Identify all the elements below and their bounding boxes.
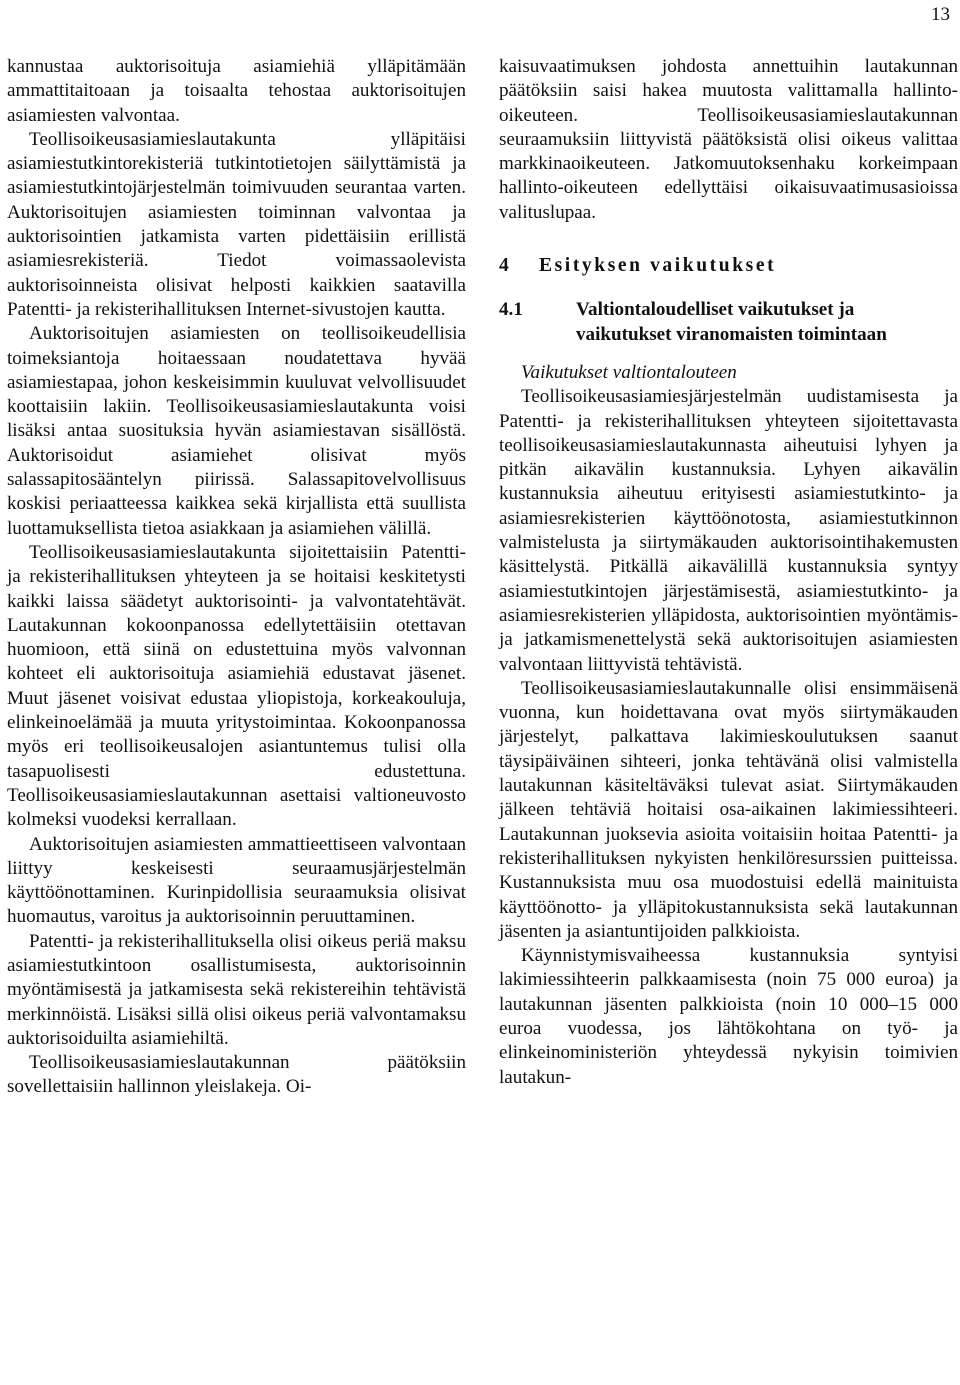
paragraph: Teollisoikeusasiamiesjärjestelmän uudistamisesta ja Patentti- ja rekisterihallituksen yhteyteen sijoitettavasta teollisoikeusasiamieslautakunnasta aiheutuisi lyhyen ja pitkän aikavälin kustannuksia. Lyhyen aikavälin kustannuksia aiheutuu erityisesti asiamiestutkinto- ja asiamiesrekisterien käyttöönotosta, asiamiestutkinnon valmistelusta ja siirtymäkauden auktorisointihakemusten käsittelystä. Pitkällä aikavälillä kustannuksia syntyy asiamiestutkintojen järjestämisestä, asiamiestutkinto- ja asiamiesrekisterien ylläpidosta, auktorisointien myöntämis- ja jatkamismenettelystä sekä auktorisoitujen asiamiesten valvontaan liittyvistä tehtävistä.	[499, 386, 958, 675]
paragraph: kaisuvaatimuksen johdosta annettuihin lautakunnan päätöksiin saisi hakea muutosta valittamalla hallinto-oikeuteen. Teollisoikeusasiamieslautakunnan seuraamuksiin liittyvistä päätöksistä olisi oikeus valittaa markkinaoikeuteen. Jatkomuutoksenhaku korkeimpaan hallinto-oikeuteen edellyttäisi oikaisuvaatimusasioissa valituslupaa.	[499, 56, 958, 223]
paragraph: Teollisoikeusasiamieslautakunta ylläpitäisi asiamiestutkintorekisteriä tutkintotietojen säilyttämistä ja asiamiestutkintojärjestelmän toimivuuden seurantaa varten. Auktorisoitujen asiamiesten toiminnan valvontaa ja auktorisointien jatkamista varten pidettäisiin erillistä asiamiesrekisteriä. Tiedot voimassaolevista auktorisoinneista olisivat helposti kaikkien saatavilla Patentti- ja rekisterihallituksen Internet-sivustojen kautta.	[7, 128, 466, 320]
subsection-number: 4.1	[499, 299, 523, 321]
italic-heading: Vaikutukset valtiontalouteen	[521, 361, 737, 383]
paragraph: Teollisoikeusasiamieslautakunta sijoitettaisiin Patentti- ja rekisterihallituksen yhteyteen ja se hoitaisi keskitetysti kaikki laissa säädetyt auktorisointi- ja valvontatehtävät. Lautakunnan kokoonpanossa edellytettäisiin otettavan huomioon, että siinä on edustettuina myös valvonnan kohteet eli auktorisoituja asiamiehiä edustavat jäsenet. Muut jäsenet voisivat edustaa yliopistoja, korkeakouluja, elinkeinoelämää ja muuta yritystoimintaa. Kokoonpanossa myös eri teollisoikeusalojen asiantuntemus tulisi olla tasapuolisesti edustettuna. Teollisoikeusasiamieslautakunnan asettaisi valtioneuvosto kolmeksi vuodeksi kerrallaan.	[7, 541, 466, 831]
subsection-heading	[499, 298, 958, 347]
paragraph: Auktorisoitujen asiamiesten on teollisoikeudellisia toimeksiantoja hoitaessaan noudatettava hyvää asiamiestapaa, johon keskeisimmin kuuluvat velvollisuudet koottaisiin lakiin. Teollisoikeusasiamieslautakunta voisi lisäksi antaa suosituksia hyvän asiamiestavan sisällöstä. Auktorisoidut asiamiehet olisivat myös salassapitosääntelyn piirissä. Salassapitovelvollisuus koskisi periaatteessa kaikkea sekä kirjallista että suullista luottamuksellista tietoa asiakkaan ja asiamiehen välillä.	[7, 323, 466, 539]
left-column	[7, 55, 466, 1100]
paragraph: Käynnistymisvaiheessa kustannuksia syntyisi lakimiessihteerin palkkaamisesta (noin 75 000 euroa) ja lautakunnan jäsenten palkkioista (noin 10 000–15 000 euroa vuodessa, jos lähtökohtana on työ- ja elinkeinoministeriön yhteydessä nykyisin toimivien lautakun-	[499, 945, 958, 1088]
section-title: Esityksen vaikutukset	[539, 255, 777, 277]
paragraph: Teollisoikeusasiamieslautakunnalle olisi ensimmäisenä vuonna, kun hoidettavana ovat myös siirtymäkauden järjestelyt, palkattava lakimieskoulutuksen saanut täysipäiväinen sihteeri, jonka tehtävänä olisi valmistella lautakunnan käsiteltäväksi tulevat asiat. Siirtymäkauden jälkeen tehtäviä hoitaisi osa-aikainen lakimiessihteeri. Lautakunnan juoksevia asioita voitaisiin hoitaa Patentti- ja rekisterihallituksen nykyisten henkilöresurssien puitteissa. Kustannuksista muu osa muodostuisi edellä mainituista käyttöönotto- ja ylläpitokustannuksista sekä lautakunnan jäsenten ja asiantuntijoiden palkkioista.	[499, 677, 958, 942]
section-heading	[499, 254, 958, 278]
page-number: 13	[931, 4, 950, 25]
right-column	[499, 55, 958, 1090]
paragraph: Auktorisoitujen asiamiesten ammattieettiseen valvontaan liittyy keskeisesti seuraamusjärjestelmän käyttöönottaminen. Kurinpidollisia seuraamuksia olisivat huomautus, varoitus ja auktorisoinnin peruuttaminen.	[7, 833, 466, 928]
paragraph: Patentti- ja rekisterihallituksella olisi oikeus periä maksu asiamiestutkintoon osallistumisesta, auktorisoinnin myöntämisestä ja jatkamisesta sekä rekistereihin tehtävistä merkinnöistä. Lisäksi sillä olisi oikeus periä valvontamaksu auktorisoiduilta asiamiehiltä.	[7, 930, 466, 1049]
paragraph: kannustaa auktorisoituja asiamiehiä ylläpitämään ammattitaitoaan ja toisaalta tehostaa auktorisoitujen asiamiesten valvontaa.	[7, 56, 466, 126]
section-number: 4	[499, 255, 509, 277]
subsection-title: Valtiontaloudelliset vaikutukset ja vaikutukset viranomaisten toimintaan	[576, 299, 887, 345]
paragraph: Teollisoikeusasiamieslautakunnan päätöksiin sovellettaisiin hallinnon yleislakeja. Oi-	[7, 1052, 466, 1098]
